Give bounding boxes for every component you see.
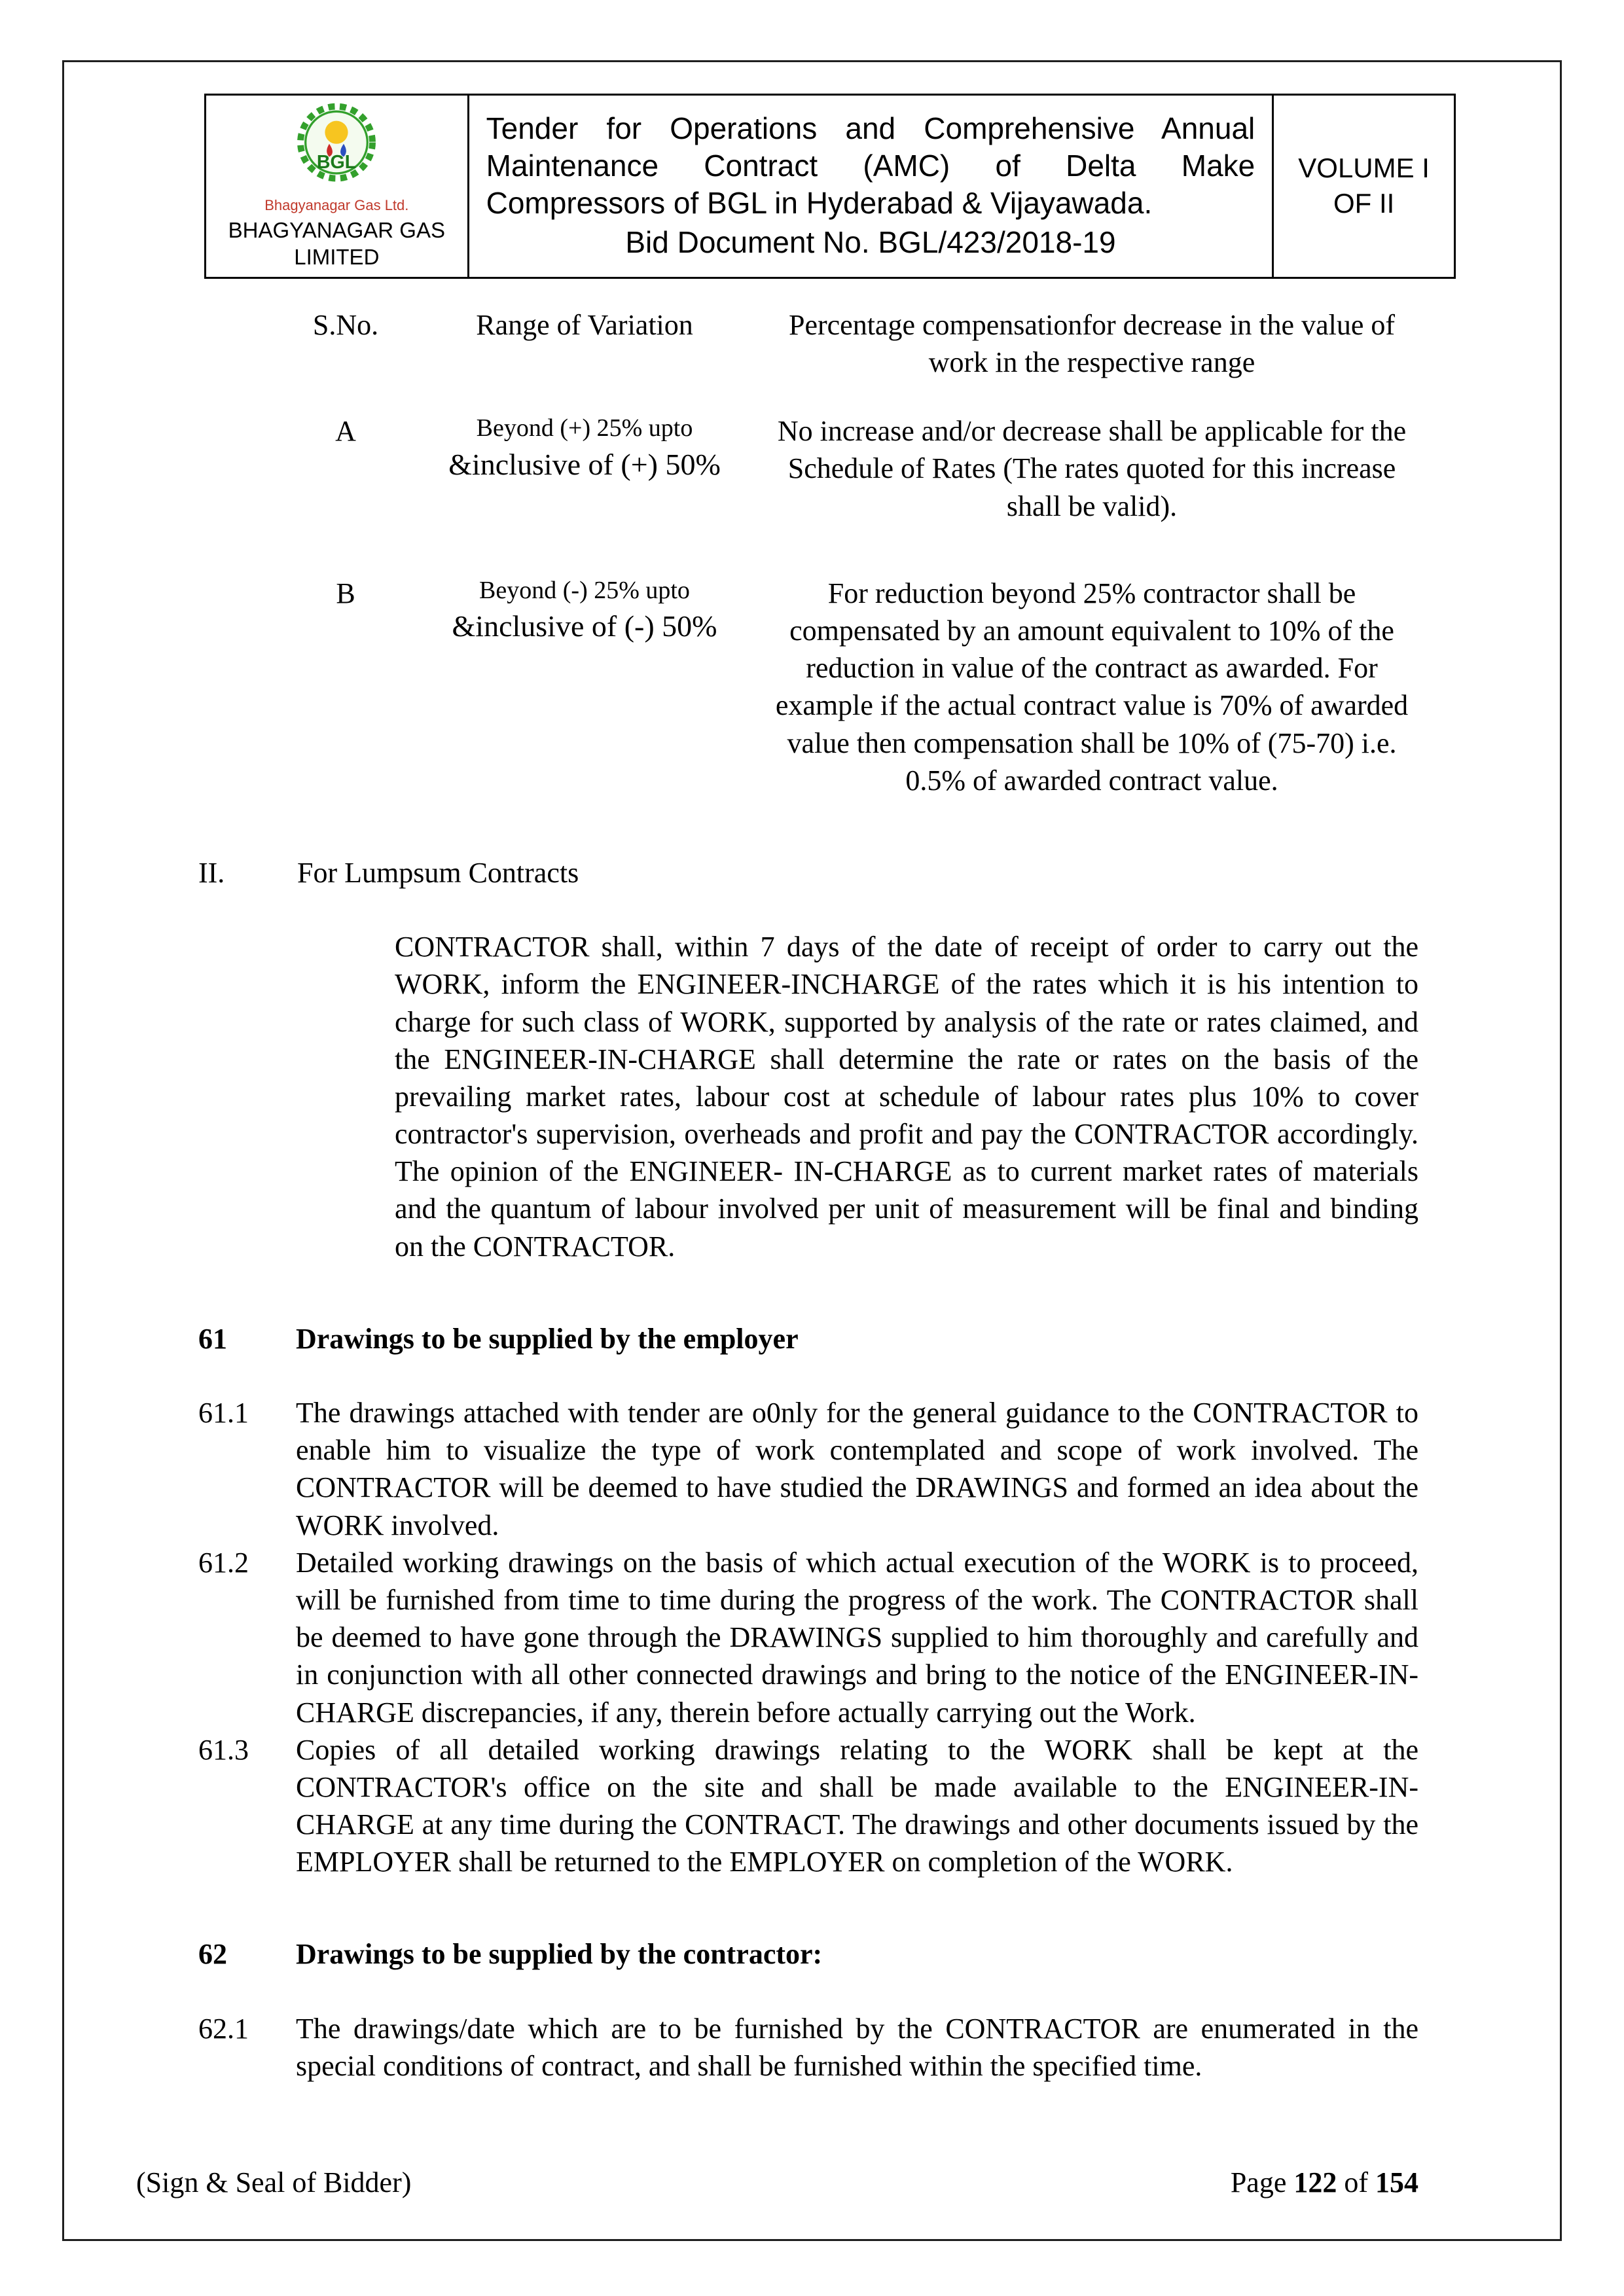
company-name-line2: LIMITED <box>294 244 380 269</box>
header-table <box>204 94 1456 279</box>
lumpsum-paragraph: CONTRACTOR shall, within 7 days of the date of receipt of order to carry out the WORK, inform the ENGINEER-INCHARGE of the rates which it is his intention to charge for such class of WORK, supported by analysis of the rate or rates claimed, and the ENGINEER-IN-CHARGE shall determine the rate or rates on the basis of the prevailing market rates, labour cost at schedule of labour rates plus 10% to cover contractor's supervision, overheads and profit and pay the CONTRACTOR accordingly. The opinion of the ENGINEER- IN-CHARGE as to current market rates of materials and the quantum of labour involved per unit of measurement will be final and binding on the CONTRACTOR. <box>395 931 1418 1263</box>
clause-62-1-row <box>198 2010 1418 2085</box>
logo-monogram: BGL <box>317 152 357 173</box>
variation-col-range: Range of Variation <box>476 308 693 341</box>
clause-62-1-number: 62.1 <box>198 2012 249 2045</box>
footer-of-word: of <box>1344 2166 1368 2198</box>
page-border-frame <box>62 60 1562 2241</box>
footer-page-number: 122 <box>1293 2166 1337 2198</box>
document-title: Tender for Operations and Comprehensive Annual Maintenance Contract (AMC) of Delta Make Compressors of BGL in Hyderabad & Vijayawada. <box>486 111 1255 221</box>
clause-61-3-number: 61.3 <box>198 1733 249 1766</box>
clause-61-1-text: The drawings attached with tender are o0nly for the general guidance to the CONTRACTOR to enable him to visualize the type of work contemplated and scope of work involved. The CONTRACTOR will be deemed to have studied the DRAWINGS and formed an idea about the WORK involved. <box>296 1397 1418 1541</box>
company-logo-icon <box>210 102 463 198</box>
variation-row-a-sno: A <box>335 415 356 448</box>
clause-61-2-text: Detailed working drawings on the basis of which actual execution of the WORK is to proceed, will be furnished from time to time during the progress of the work. The CONTRACTOR shall be deemed to have gone through the DRAWINGS supplied to him thoroughly and carefully and in conjunction with all other connected drawings and bring to the notice of the ENGINEER-IN-CHARGE discrepancies, if any, therein before actually carrying out the Work. <box>296 1546 1418 1729</box>
clause-61-number: 61 <box>198 1322 227 1355</box>
variation-table <box>280 306 1560 799</box>
logo-caption: Bhagyanagar Gas Ltd. <box>264 197 409 214</box>
clause-62-heading: Drawings to be supplied by the contractor: <box>296 1938 823 1971</box>
bid-document-number: Bid Document No. BGL/423/2018-19 <box>625 225 1116 260</box>
clause-61-2-row <box>198 1544 1418 1731</box>
lumpsum-heading-row <box>198 854 1418 891</box>
variation-col-sno: S.No. <box>312 308 379 341</box>
variation-row-a-range <box>444 412 725 525</box>
variation-row-a-percentage: No increase and/or decrease shall be applicable for the Schedule of Rates (The rates quoted for this increase shall be valid). <box>777 415 1407 522</box>
clause-62-number: 62 <box>198 1938 227 1971</box>
clause-62-heading-row <box>198 1935 1418 1973</box>
volume-line1: VOLUME I <box>1298 152 1430 183</box>
footer-page-word: Page <box>1230 2166 1287 2198</box>
volume-cell <box>1273 95 1455 278</box>
variation-col-percentage: Percentage compensationfor decrease in the value of work in the respective range <box>788 308 1396 379</box>
clause-61-3-row <box>198 1731 1418 1881</box>
logo-cell <box>206 95 469 278</box>
clause-61-1-number: 61.1 <box>198 1397 249 1429</box>
clause-61-3-text: Copies of all detailed working drawings relating to the WORK shall be kept at the CONTRACTOR's office on the site and shall be made available to the ENGINEER-IN- CHARGE at any time during the CONTRACT. The drawings and other documents issued by the EMPLOYER shall be returned to the EMPLOYER on completion of the WORK. <box>296 1733 1418 1878</box>
lumpsum-numeral: II. <box>198 856 225 889</box>
page-footer <box>136 2164 1418 2201</box>
volume-line2: OF II <box>1333 188 1395 219</box>
variation-row-a-range-line1: Beyond (+) 25% upto <box>476 414 693 442</box>
variation-row-b-range <box>444 575 725 799</box>
footer-page-indicator <box>1231 2164 1418 2201</box>
footer-sign-seal: (Sign & Seal of Bidder) <box>136 2166 412 2198</box>
title-cell <box>468 95 1273 278</box>
variation-row-b-percentage: For reduction beyond 25% contractor shall be compensated by an amount equivalent to 10% of the reduction in value of the contract as awarded. For example if the actual contract value is 70% of awarded value then compensation shall be 10% of (75-70) i.e. 0.5% of awarded contract value. <box>775 577 1409 797</box>
clause-61-1-row <box>198 1394 1418 1544</box>
variation-row-b-range-line2: &inclusive of (-) 50% <box>452 609 717 643</box>
company-name <box>210 217 463 270</box>
clause-62-1-text: The drawings/date which are to be furnished by the CONTRACTOR are enumerated in the special conditions of contract, and shall be furnished within the specified time. <box>296 2012 1418 2082</box>
variation-row-b-sno: B <box>336 577 355 609</box>
clause-61-heading: Drawings to be supplied by the employer <box>296 1322 799 1355</box>
clause-61-heading-row <box>198 1320 1418 1357</box>
company-name-line1: BHAGYANAGAR GAS <box>228 218 445 243</box>
lumpsum-heading: For Lumpsum Contracts <box>297 856 579 889</box>
clause-61-2-number: 61.2 <box>198 1546 249 1579</box>
variation-row-a-range-line2: &inclusive of (+) 50% <box>448 447 721 481</box>
footer-total-pages: 154 <box>1375 2166 1418 2198</box>
variation-row-b-range-line1: Beyond (-) 25% upto <box>479 576 690 604</box>
